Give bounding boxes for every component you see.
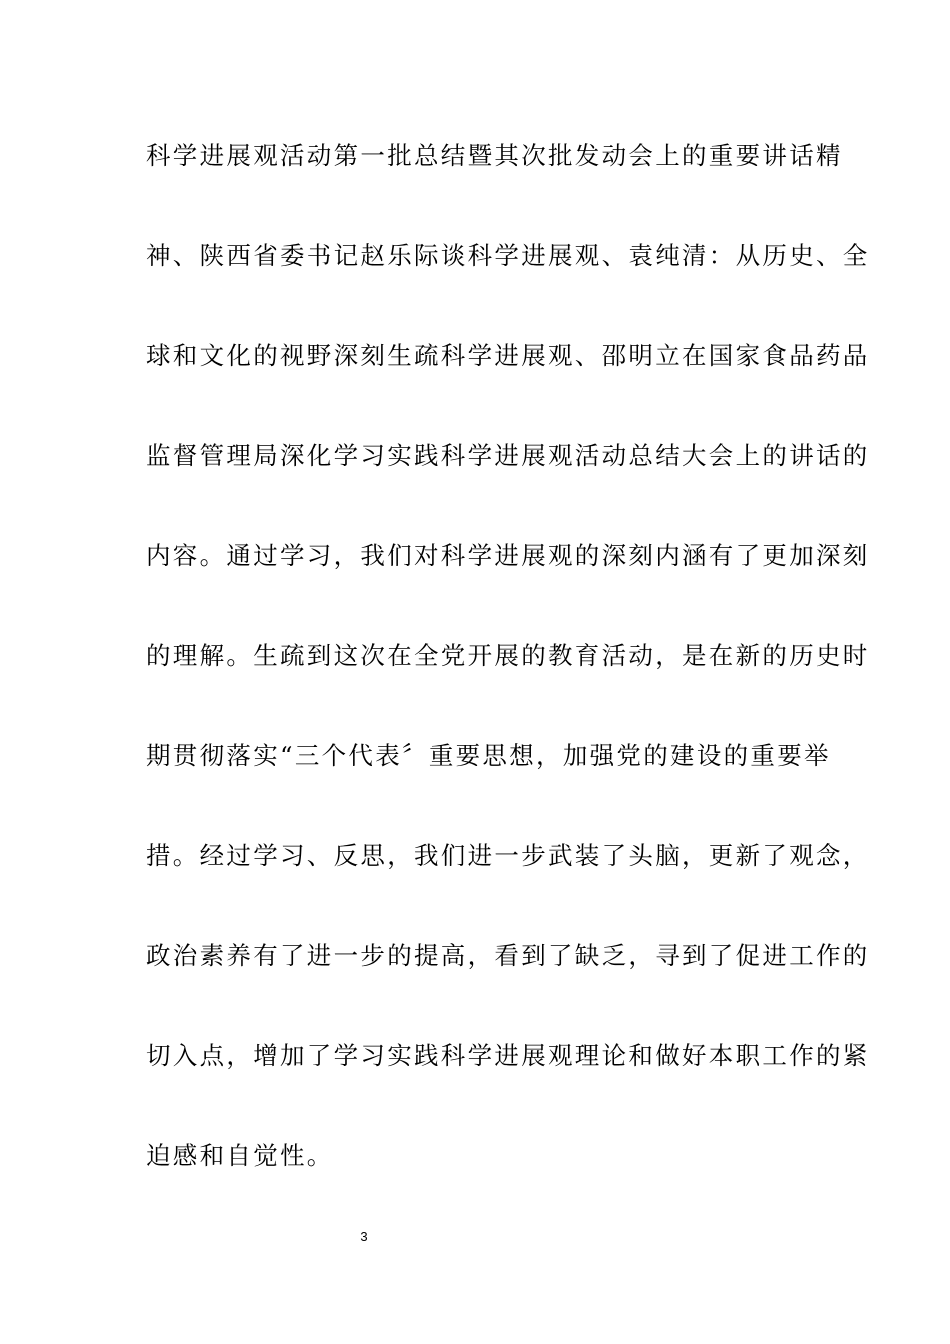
paragraph-line: 政治素养有了进一步的提高，看到了缺乏，寻到了促进工作的 (146, 941, 870, 970)
paragraph-line: 球和文化的视野深刻生疏科学进展观、邵明立在国家食品药品 (146, 341, 870, 370)
paragraph-line: 切入点，增加了学习实践科学进展观理论和做好本职工作的紧 (146, 1041, 870, 1070)
paragraph-line: 神、陕西省委书记赵乐际谈科学进展观、袁纯清：从历史、全 (146, 241, 870, 270)
paragraph-line: 迫感和自觉性。 (146, 1141, 334, 1170)
paragraph-line: 的理解。生疏到这次在全党开展的教育活动，是在新的历史时 (146, 641, 870, 670)
paragraph-line: 措。经过学习、反思，我们进一步武装了头脑，更新了观念， (146, 841, 870, 870)
paragraph-line: 监督管理局深化学习实践科学进展观活动总结大会上的讲话的 (146, 441, 870, 470)
page-number: 3 (360, 1229, 368, 1244)
body-paragraph (146, 128, 870, 1184)
paragraph-line: 期贯彻落实“三个代表〞重要思想，加强党的建设的重要举 (146, 741, 831, 770)
paragraph-line: 科学进展观活动第一批总结暨其次批发动会上的重要讲话精 (146, 141, 843, 170)
paragraph-line: 内容。通过学习，我们对科学进展观的深刻内涵有了更加深刻 (146, 541, 870, 570)
